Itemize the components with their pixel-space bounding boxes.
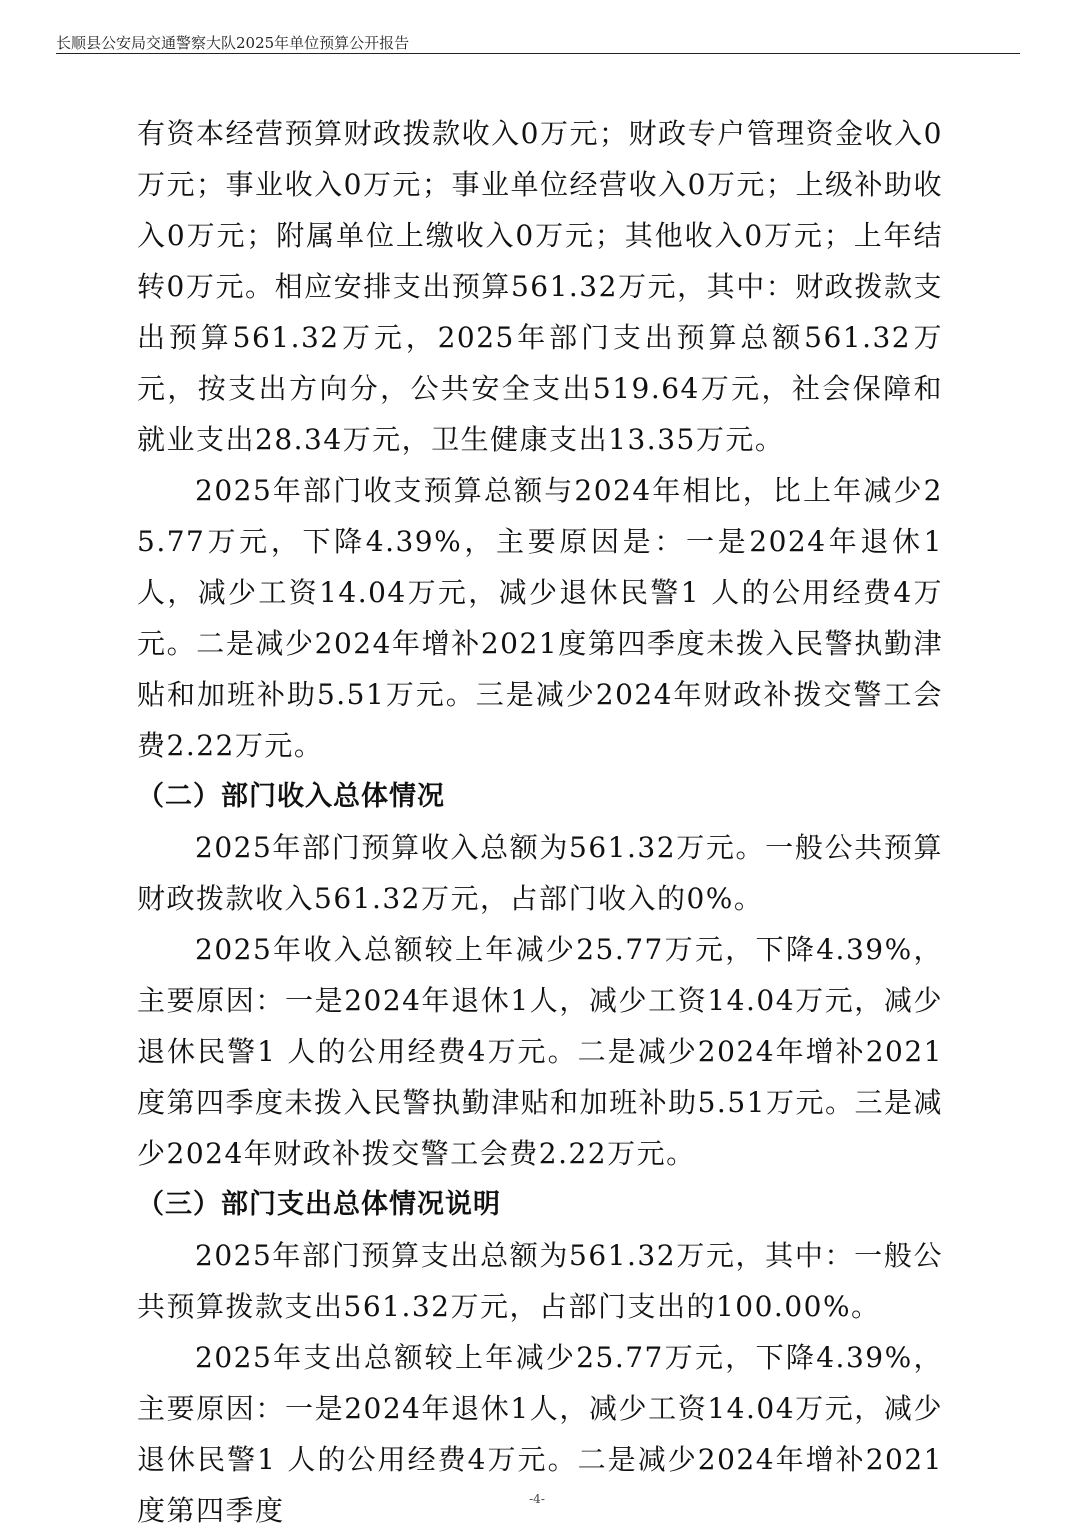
paragraph-expenditure-total: 2025年部门预算支出总额为561.32万元，其中：一般公共预算拨款支出561.32万元，占部门支出的100.00%。 (137, 1239, 943, 1323)
paragraph-income-total: 2025年部门预算收入总额为561.32万元。一般公共预算财政拨款收入561.32万元，占部门收入的0%。 (137, 831, 943, 915)
section-heading-income: （二）部门收入总体情况 (137, 781, 445, 812)
running-header: 长顺县公安局交通警察大队2025年单位预算公开报告 (56, 34, 410, 52)
paragraph-expenditure-change: 2025年支出总额较上年减少25.77万元，下降4.39%，主要原因：一是2024年退休1人，减少工资14.04万元，减少退休民警1 人的公用经费4万元。二是减少2024年增补2021度第四季度 (137, 1341, 943, 1527)
header-rule (56, 53, 1020, 54)
section-heading-expenditure: （三）部门支出总体情况说明 (137, 1189, 501, 1220)
page-number: -4- (529, 1492, 545, 1506)
paragraph-revenue-breakdown: 有资本经营预算财政拨款收入0万元；财政专户管理资金收入0万元；事业收入0万元；事业单位经营收入0万元；上级补助收入0万元；附属单位上缴收入0万元；其他收入0万元；上年结转0万元。相应安排支出预算561.32万元，其中：财政拨款支出预算561.32万元，2025年部门支出预算总额561.32万元，按支出方向分，公共安全支出519.64万元，社会保障和就业支出28.34万元，卫生健康支出13.35万元。 (137, 117, 943, 456)
document-body (137, 108, 943, 1536)
paragraph-income-change: 2025年收入总额较上年减少25.77万元，下降4.39%，主要原因：一是2024年退休1人，减少工资14.04万元，减少退休民警1 人的公用经费4万元。二是减少2024年增补2021度第四季度未拨入民警执勤津贴和加班补助5.51万元。三是减少2024年财政补拨交警工会费2.22万元。 (137, 933, 943, 1170)
paragraph-budget-comparison: 2025年部门收支预算总额与2024年相比，比上年减少25.77万元，下降4.39%，主要原因是：一是2024年退休1人，减少工资14.04万元，减少退休民警1 人的公用经费4万元。二是减少2024年增补2021度第四季度未拨入民警执勤津贴和加班补助5.51万元。三是减少2024年财政补拨交警工会费2.22万元。 (137, 474, 943, 762)
